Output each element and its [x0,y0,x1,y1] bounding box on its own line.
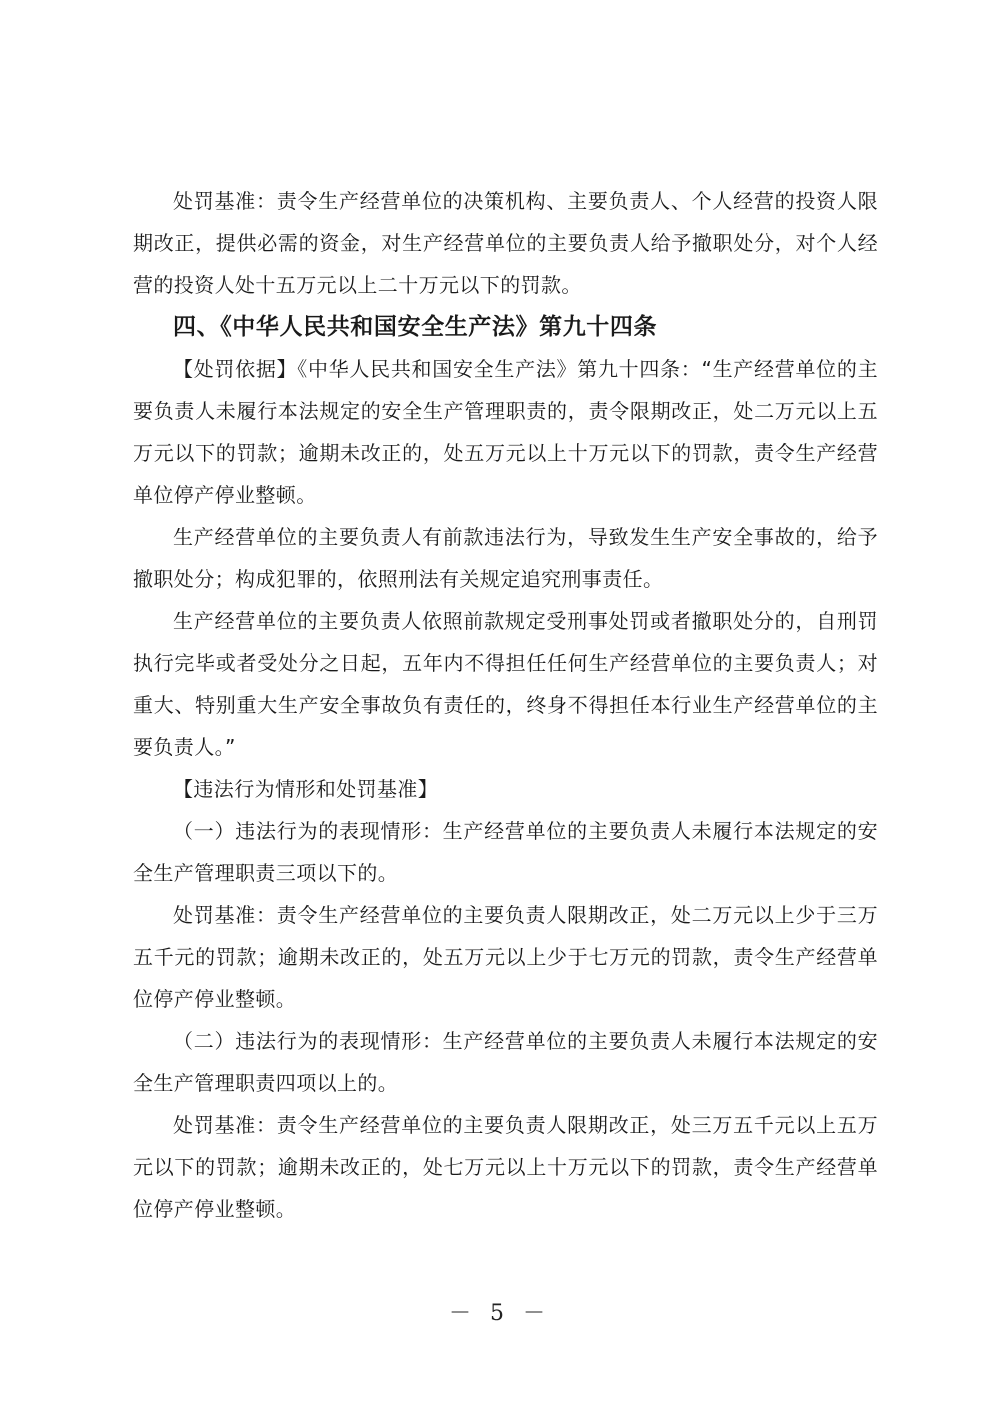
law-clause-paragraph-2: 生产经营单位的主要负责人有前款违法行为，导致发生生产安全事故的，给予撤职处分；构成犯罪的，依照刑法有关规定追究刑事责任。 [133,525,878,591]
section-heading-article-94: 四、《中华人民共和国安全生产法》第九十四条 [173,313,658,340]
law-clause-paragraph-3: 生产经营单位的主要负责人依照前款规定受刑事处罚或者撤职处分的，自刑罚执行完毕或者受处分之日起，五年内不得担任任何生产经营单位的主要负责人；对重大、特别重大生产安全事故负有责任的，终身不得担任本行业生产经营单位的主要负责人。” [133,609,878,759]
penalty-standard-case-1: 处罚基准：责令生产经营单位的主要负责人限期改正，处二万元以上少于三万五千元的罚款；逾期未改正的，处五万元以上少于七万元的罚款，责令生产经营单位停产停业整顿。 [133,903,878,1011]
penalty-standard-case-2: 处罚基准：责令生产经营单位的主要负责人限期改正，处三万五千元以上五万元以下的罚款；逾期未改正的，处七万元以上十万元以下的罚款，责令生产经营单位停产停业整顿。 [133,1113,878,1221]
document-body [133,180,878,1230]
violation-section-label: 【违法行为情形和处罚基准】 [173,777,439,801]
penalty-standard-paragraph: 处罚基准：责令生产经营单位的决策机构、主要负责人、个人经营的投资人限期改正，提供必需的资金，对生产经营单位的主要负责人给予撤职处分，对个人经营的投资人处十五万元以上二十万元以下的罚款。 [133,189,878,297]
violation-case-2: （二）违法行为的表现情形：生产经营单位的主要负责人未履行本法规定的安全生产管理职责四项以上的。 [133,1029,878,1095]
penalty-basis-paragraph: 【处罚依据】《中华人民共和国安全生产法》第九十四条：“生产经营单位的主要负责人未履行本法规定的安全生产管理职责的，责令限期改正，处二万元以上五万元以下的罚款；逾期未改正的，处五万元以上十万元以下的罚款，责令生产经营单位停产停业整顿。 [133,357,878,507]
page-number: － 5 － [449,1301,551,1326]
violation-case-1: （一）违法行为的表现情形：生产经营单位的主要负责人未履行本法规定的安全生产管理职责三项以下的。 [133,819,878,885]
